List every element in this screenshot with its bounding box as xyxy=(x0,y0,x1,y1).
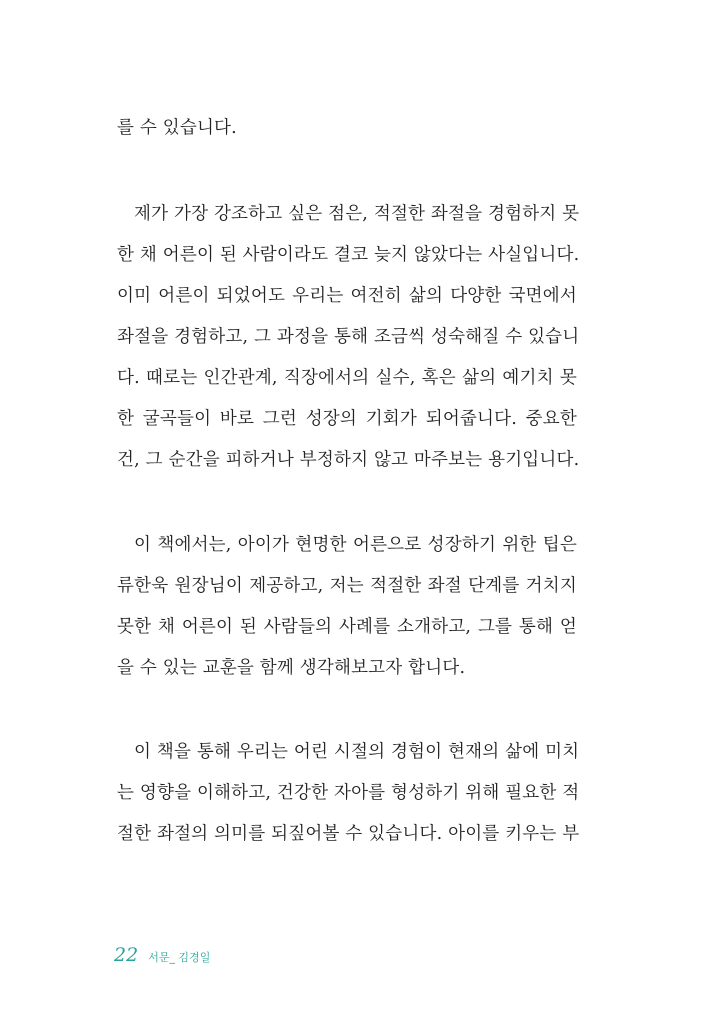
paragraph-line: 한 채 어른이 된 사람이라도 결코 늦지 않았다는 사실입니다. xyxy=(117,245,580,265)
paragraph-line: 를 수 있습니다. xyxy=(117,118,237,138)
paragraph-line: 이 책에서는, 아이가 현명한 어른으로 성장하기 위한 팁은 xyxy=(134,535,577,555)
paragraph-line: 건, 그 순간을 피하거나 부정하지 않고 마주보는 용기입니다. xyxy=(117,450,580,470)
paragraph-line: 한 굴곡들이 바로 그런 성장의 기회가 되어줍니다. 중요한 xyxy=(117,409,577,429)
paragraph-line: 이 책을 통해 우리는 어린 시절의 경험이 현재의 삶에 미치 xyxy=(134,742,580,762)
paragraph-line: 절한 좌절의 의미를 되짚어볼 수 있습니다. 아이를 키우는 부 xyxy=(117,824,580,844)
paragraph-line: 류한욱 원장님이 제공하고, 저는 적절한 좌절 단계를 거치지 xyxy=(117,576,577,596)
paragraph-line: 다. 때로는 인간관계, 직장에서의 실수, 혹은 삶의 예기치 못 xyxy=(117,368,577,388)
page-number: 22 xyxy=(114,944,139,966)
paragraph-line: 이미 어른이 되었어도 우리는 여전히 삶의 다양한 국면에서 xyxy=(117,286,577,306)
paragraph-line: 는 영향을 이해하고, 건강한 자아를 형성하기 위해 필요한 적 xyxy=(117,783,580,803)
page-footer xyxy=(114,944,210,970)
paragraph-line: 제가 가장 강조하고 싶은 점은, 적절한 좌절을 경험하지 못 xyxy=(134,204,580,224)
paragraph-line: 을 수 있는 교훈을 함께 생각해보고자 합니다. xyxy=(117,658,466,678)
running-title: 서문_ 김경일 xyxy=(148,951,211,964)
paragraph-line: 못한 채 어른이 된 사람들의 사례를 소개하고, 그를 통해 얻 xyxy=(117,617,577,637)
paragraph-line: 좌절을 경험하고, 그 과정을 통해 조금씩 성숙해질 수 있습니 xyxy=(117,327,580,347)
